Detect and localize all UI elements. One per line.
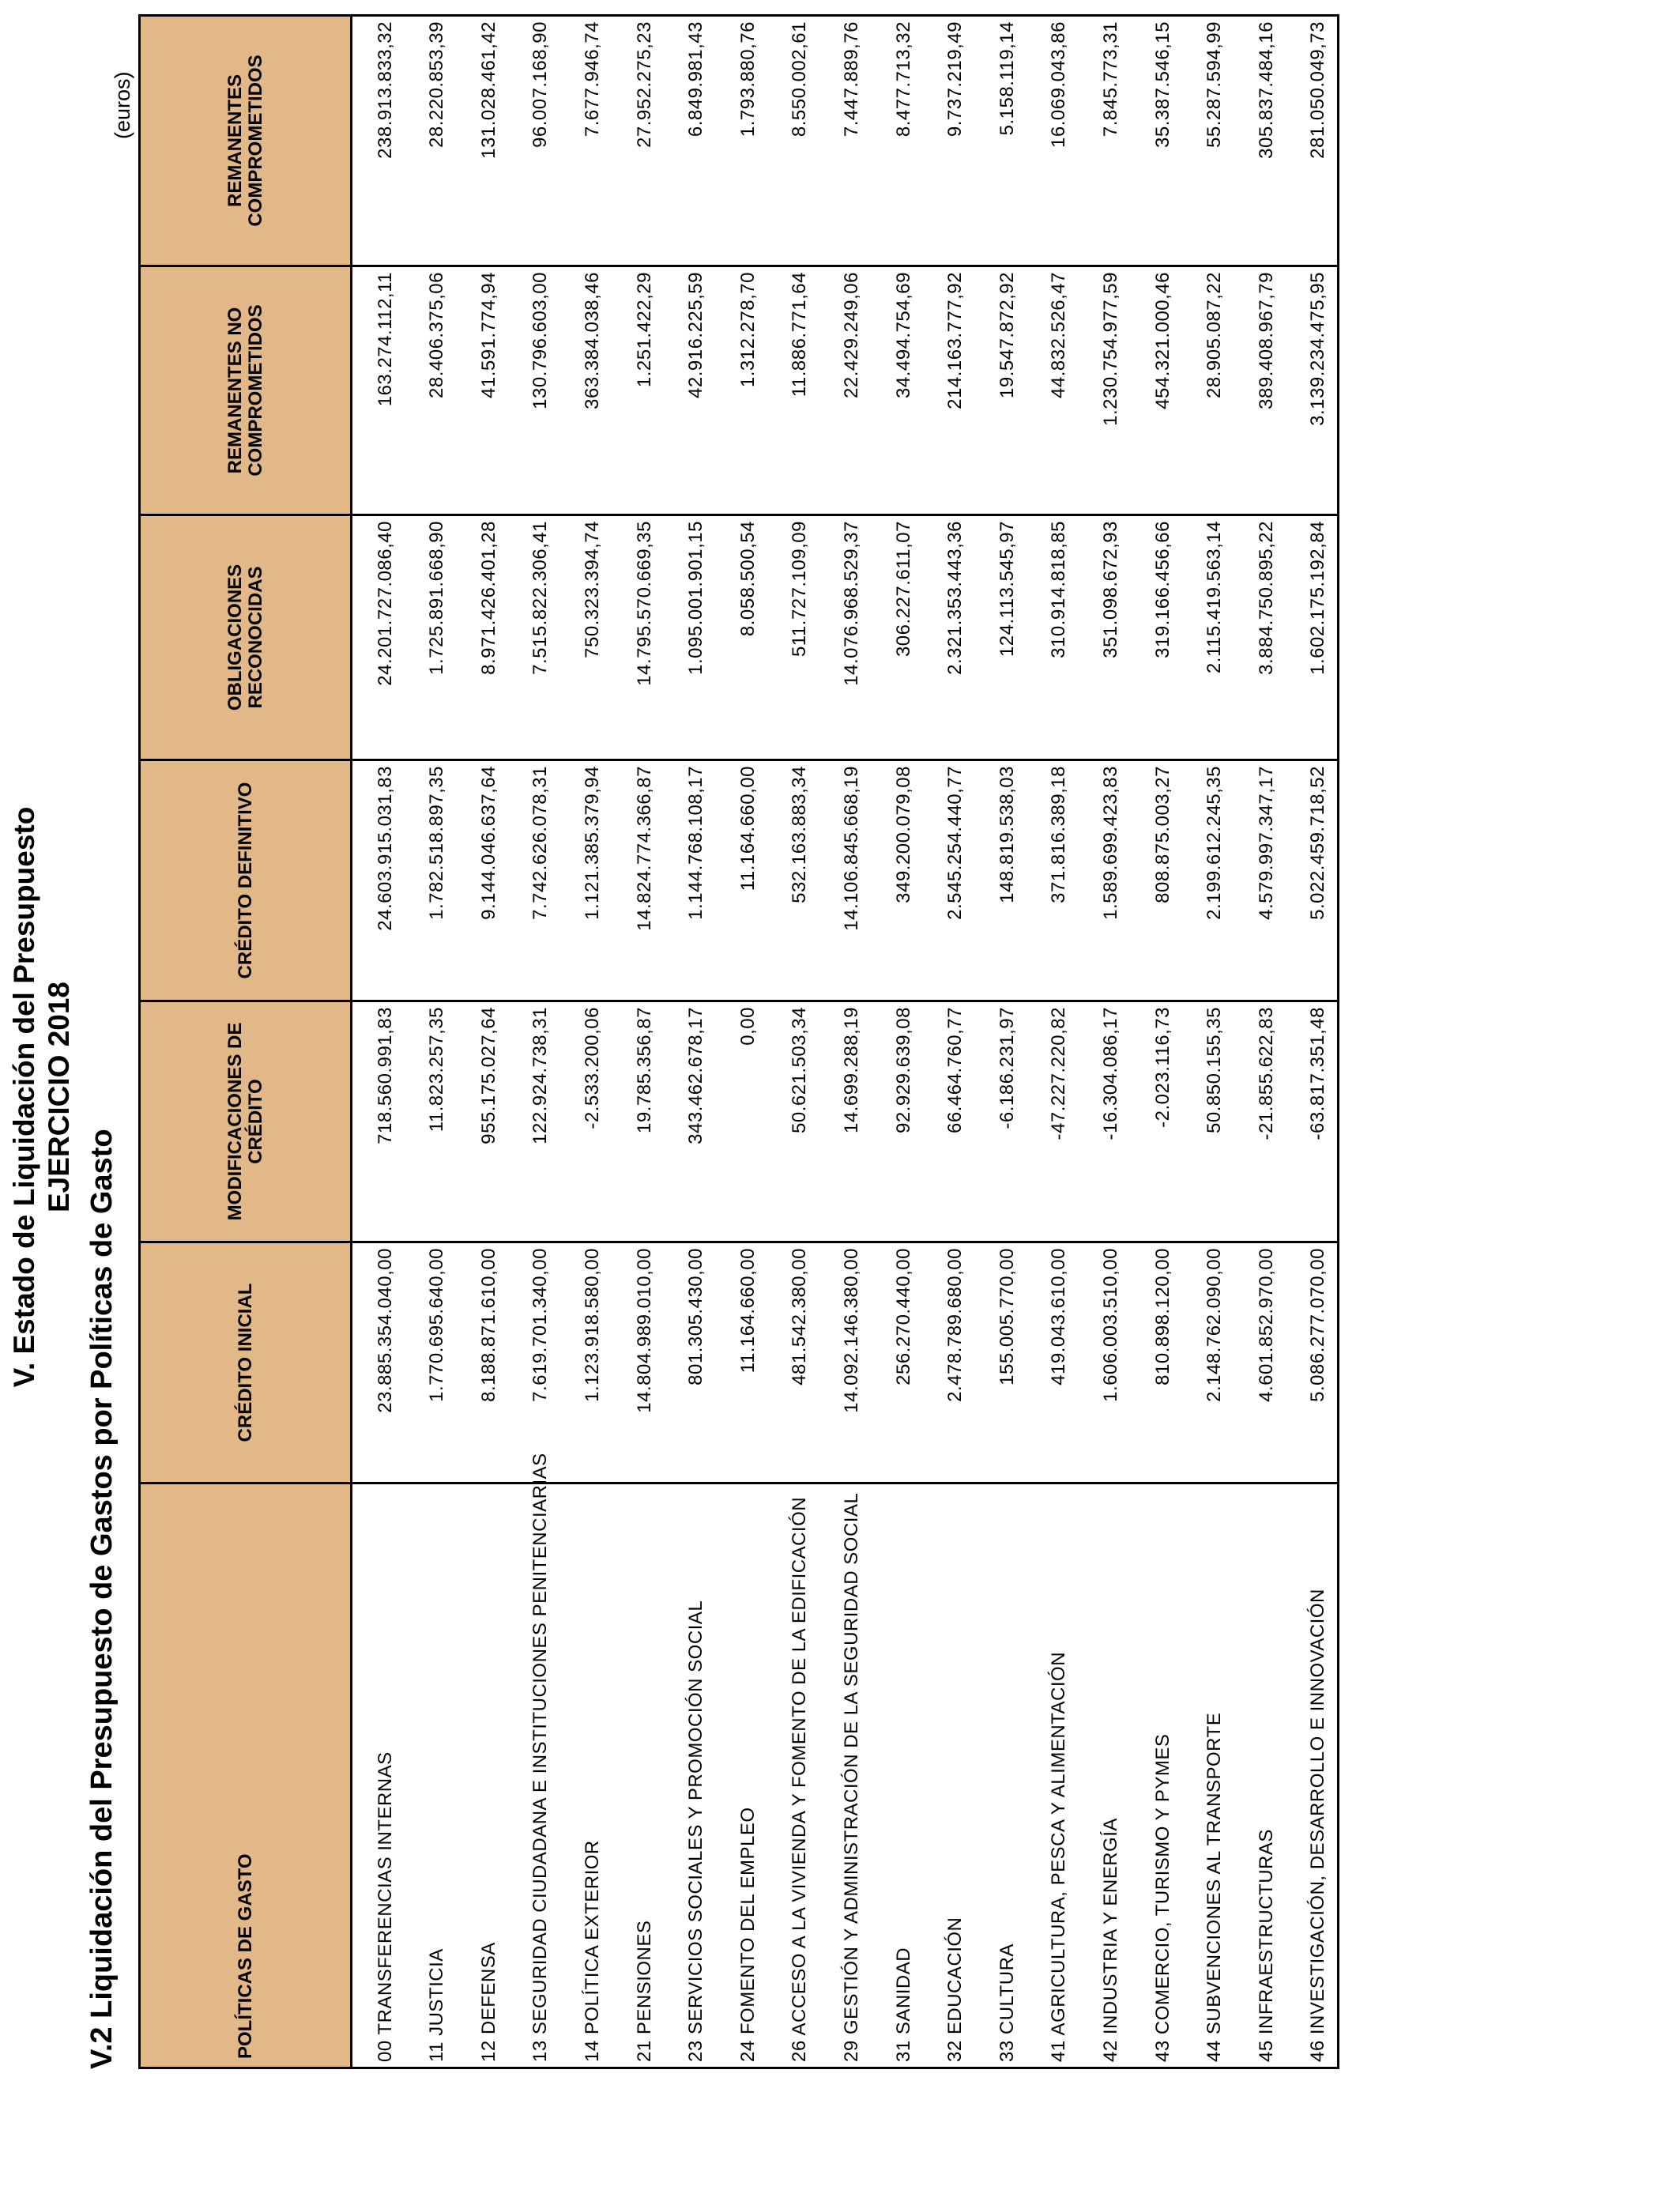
modificaciones-cell: 11.823.257,35 — [405, 1000, 457, 1241]
table-body — [352, 17, 1337, 2067]
table-row — [767, 17, 819, 2067]
table-row — [405, 17, 457, 2067]
modificaciones-cell: -21.855.622,83 — [1234, 1000, 1286, 1241]
credito-inicial-cell: 801.305.430,00 — [664, 1241, 716, 1482]
credito-definitivo-cell: 14.106.845.668,19 — [819, 759, 871, 1000]
credito-definitivo-cell: 1.144.768.108,17 — [664, 759, 716, 1000]
policy-cell: 14 POLÍTICA EXTERIOR — [559, 1482, 612, 2067]
policy-cell: 21 PENSIONES — [612, 1482, 664, 2067]
credito-inicial-cell: 11.164.660,00 — [715, 1241, 767, 1482]
credito-inicial-cell: 1.770.695.640,00 — [405, 1241, 457, 1482]
credito-definitivo-cell: 148.819.538,03 — [974, 759, 1026, 1000]
policy-cell: 32 EDUCACIÓN — [923, 1482, 975, 2067]
remanentes-no-comprometidos-cell: 214.163.777,92 — [923, 265, 975, 514]
policy-cell: 41 AGRICULTURA, PESCA Y ALIMENTACIÓN — [1026, 1482, 1079, 2067]
policy-cell: 26 ACCESO A LA VIVIENDA Y FOMENTO DE LA EDIFICACIÓN — [767, 1482, 819, 2067]
remanentes-comprometidos-cell: 96.007.168,90 — [529, 21, 552, 148]
modificaciones-cell: 122.924.738,31 — [508, 1000, 560, 1241]
column-header-credito-definitivo: CRÉDITO DEFINITIVO — [141, 759, 350, 1000]
budget-table — [138, 14, 1339, 2069]
credito-inicial-cell: 1.123.918.580,00 — [559, 1241, 612, 1482]
obligaciones-cell: 750.323.394,74 — [559, 514, 612, 759]
remanentes-comprometidos-cell: 131.028.461,42 — [477, 21, 499, 159]
units-label: (euros) — [111, 71, 134, 139]
credito-definitivo-cell: 532.163.883,34 — [767, 759, 819, 1000]
remanentes-comprometidos-cell: 9.737.219,49 — [944, 21, 966, 138]
table-row — [871, 17, 923, 2067]
credito-inicial-cell: 1.606.003.510,00 — [1078, 1241, 1130, 1482]
credito-definitivo-cell: 1.782.518.897,35 — [405, 759, 457, 1000]
modificaciones-cell: 50.621.503,34 — [767, 1000, 819, 1241]
policy-cell: 11 JUSTICIA — [405, 1482, 457, 2067]
credito-inicial-cell: 481.542.380,00 — [767, 1241, 819, 1482]
table-row — [664, 17, 716, 2067]
credito-inicial-cell: 14.804.989.010,00 — [612, 1241, 664, 1482]
remanentes-comprometidos-cell: 16.069.043,86 — [1048, 21, 1070, 148]
remanentes-comprometidos-cell: 8.550.002,61 — [789, 21, 811, 138]
credito-definitivo-cell: 9.144.046.637,64 — [456, 759, 508, 1000]
remanentes-no-comprometidos-cell: 28.406.375,06 — [405, 265, 457, 514]
credito-inicial-cell: 14.092.146.380,00 — [819, 1241, 871, 1482]
obligaciones-cell: 511.727.109,09 — [767, 514, 819, 759]
obligaciones-cell: 1.725.891.668,90 — [405, 514, 457, 759]
obligaciones-cell: 306.227.611,07 — [871, 514, 923, 759]
table-header — [141, 17, 352, 2067]
column-header-modificaciones: MODIFICACIONES DE CRÉDITO — [141, 1000, 350, 1241]
table-row — [352, 17, 405, 2067]
remanentes-comprometidos-cell: 238.913.833,32 — [374, 21, 396, 159]
table-row — [1078, 17, 1130, 2067]
credito-inicial-cell: 256.270.440,00 — [871, 1241, 923, 1482]
column-header-remanentes-no-comprometidos: REMANENTES NO COMPROMETIDOS — [141, 265, 350, 514]
modificaciones-cell: 343.462.678,17 — [664, 1000, 716, 1241]
obligaciones-cell: 1.095.001.901,15 — [664, 514, 716, 759]
obligaciones-cell: 24.201.727.086,40 — [352, 514, 405, 759]
table-row — [974, 17, 1026, 2067]
credito-definitivo-cell: 349.200.079,08 — [871, 759, 923, 1000]
remanentes-no-comprometidos-cell: 130.796.603,00 — [508, 265, 560, 514]
credito-inicial-cell: 23.885.354.040,00 — [352, 1241, 405, 1482]
remanentes-comprometidos-cell: 55.287.594,99 — [1203, 21, 1226, 148]
obligaciones-cell: 14.795.570.669,35 — [612, 514, 664, 759]
credito-inicial-cell: 7.619.701.340,00 — [508, 1241, 560, 1482]
credito-definitivo-cell: 2.545.254.440,77 — [923, 759, 975, 1000]
table-row — [1130, 17, 1182, 2067]
remanentes-comprometidos-cell: 5.158.119,14 — [996, 21, 1018, 136]
column-header-credito-inicial: CRÉDITO INICIAL — [141, 1241, 350, 1482]
modificaciones-cell: 50.850.155,35 — [1182, 1000, 1234, 1241]
obligaciones-cell: 1.602.175.192,84 — [1286, 514, 1338, 759]
credito-inicial-cell: 5.086.277.070,00 — [1286, 1241, 1338, 1482]
obligaciones-cell: 351.098.672,93 — [1078, 514, 1130, 759]
remanentes-no-comprometidos-cell: 389.408.967,79 — [1234, 265, 1286, 514]
policy-cell: 42 INDUSTRIA Y ENERGÍA — [1078, 1482, 1130, 2067]
table-row — [819, 17, 871, 2067]
modificaciones-cell: 66.464.760,77 — [923, 1000, 975, 1241]
remanentes-comprometidos-cell: 1.793.880,76 — [736, 21, 759, 138]
remanentes-comprometidos-cell: 35.387.546,15 — [1151, 21, 1173, 148]
credito-inicial-cell: 155.005.770,00 — [974, 1241, 1026, 1482]
remanentes-no-comprometidos-cell: 11.886.771,64 — [767, 265, 819, 514]
credito-definitivo-cell: 4.579.997.347,17 — [1234, 759, 1286, 1000]
credito-definitivo-cell: 371.816.389,18 — [1026, 759, 1079, 1000]
modificaciones-cell: 0,00 — [715, 1000, 767, 1241]
column-header-remanentes-comprometidos: REMANENTES COMPROMETIDOS — [224, 55, 266, 227]
remanentes-no-comprometidos-cell: 163.274.112,11 — [352, 265, 405, 514]
table-row — [508, 17, 560, 2067]
remanentes-comprometidos-cell: 6.849.981,43 — [685, 21, 707, 138]
document-title: V. Estado de Liquidación del Presupuesto — [8, 806, 40, 1388]
policy-cell: 45 INFRAESTRUCTURAS — [1234, 1482, 1286, 2067]
table-row — [456, 17, 508, 2067]
table-row — [1286, 17, 1338, 2067]
table-row — [715, 17, 767, 2067]
credito-inicial-cell: 8.188.871.610,00 — [456, 1241, 508, 1482]
column-header-policy: POLÍTICAS DE GASTO — [141, 1482, 350, 2067]
credito-definitivo-cell: 808.875.003,27 — [1130, 759, 1182, 1000]
policy-cell: 44 SUBVENCIONES AL TRANSPORTE — [1182, 1482, 1234, 2067]
table-row — [923, 17, 975, 2067]
credito-inicial-cell: 2.478.789.680,00 — [923, 1241, 975, 1482]
credito-definitivo-cell: 14.824.774.366,87 — [612, 759, 664, 1000]
fiscal-year-title: EJERCICIO 2018 — [43, 981, 75, 1213]
modificaciones-cell: -47.227.220,82 — [1026, 1000, 1079, 1241]
obligaciones-cell: 8.058.500,54 — [715, 514, 767, 759]
remanentes-no-comprometidos-cell: 1.312.278,70 — [715, 265, 767, 514]
modificaciones-cell: -2.533.200,06 — [559, 1000, 612, 1241]
remanentes-no-comprometidos-cell: 22.429.249,06 — [819, 265, 871, 514]
remanentes-comprometidos-cell: 27.952.275,23 — [633, 21, 655, 148]
credito-inicial-cell: 810.898.120,00 — [1130, 1241, 1182, 1482]
policy-cell: 31 SANIDAD — [871, 1482, 923, 2067]
credito-definitivo-cell: 7.742.626.078,31 — [508, 759, 560, 1000]
remanentes-no-comprometidos-cell: 363.384.038,46 — [559, 265, 612, 514]
policy-cell: 23 SERVICIOS SOCIALES Y PROMOCIÓN SOCIAL — [664, 1482, 716, 2067]
modificaciones-cell: 718.560.991,83 — [352, 1000, 405, 1241]
credito-inicial-cell: 419.043.610,00 — [1026, 1241, 1079, 1482]
table-row — [559, 17, 612, 2067]
remanentes-comprometidos-cell: 7.677.946,74 — [581, 21, 603, 138]
remanentes-no-comprometidos-cell: 42.916.225,59 — [664, 265, 716, 514]
table-row — [1234, 17, 1286, 2067]
remanentes-no-comprometidos-cell: 28.905.087,22 — [1182, 265, 1234, 514]
modificaciones-cell: -16.304.086,17 — [1078, 1000, 1130, 1241]
obligaciones-cell: 124.113.545,97 — [974, 514, 1026, 759]
credito-definitivo-cell: 5.022.459.718,52 — [1286, 759, 1338, 1000]
column-header-obligaciones: OBLIGACIONES RECONOCIDAS — [141, 514, 350, 759]
policy-cell: 13 SEGURIDAD CIUDADANA E INSTITUCIONES PENITENCIARIAS — [508, 1482, 560, 2067]
credito-definitivo-cell: 11.164.660,00 — [715, 759, 767, 1000]
credito-inicial-cell: 2.148.762.090,00 — [1182, 1241, 1234, 1482]
modificaciones-cell: 14.699.288,19 — [819, 1000, 871, 1241]
remanentes-comprometidos-cell: 7.845.773,31 — [1099, 21, 1121, 138]
modificaciones-cell: 19.785.356,87 — [612, 1000, 664, 1241]
remanentes-no-comprometidos-cell: 34.494.754,69 — [871, 265, 923, 514]
credito-definitivo-cell: 1.589.699.423,83 — [1078, 759, 1130, 1000]
obligaciones-cell: 2.321.353.443,36 — [923, 514, 975, 759]
policy-cell: 12 DEFENSA — [456, 1482, 508, 2067]
remanentes-comprometidos-cell: 28.220.853,39 — [426, 21, 448, 148]
obligaciones-cell: 310.914.818,85 — [1026, 514, 1079, 759]
obligaciones-cell: 319.166.456,66 — [1130, 514, 1182, 759]
remanentes-comprometidos-cell: 7.447.889,76 — [840, 21, 862, 138]
obligaciones-cell: 3.884.750.895,22 — [1234, 514, 1286, 759]
table-row — [1026, 17, 1079, 2067]
policy-cell: 29 GESTIÓN Y ADMINISTRACIÓN DE LA SEGURIDAD SOCIAL — [819, 1482, 871, 2067]
credito-definitivo-cell: 1.121.385.379,94 — [559, 759, 612, 1000]
policy-cell: 24 FOMENTO DEL EMPLEO — [715, 1482, 767, 2067]
modificaciones-cell: -63.817.351,48 — [1286, 1000, 1338, 1241]
obligaciones-cell: 7.515.822.306,41 — [508, 514, 560, 759]
remanentes-no-comprometidos-cell: 19.547.872,92 — [974, 265, 1026, 514]
credito-definitivo-cell: 2.199.612.245,35 — [1182, 759, 1234, 1000]
remanentes-comprometidos-cell: 305.837.484,16 — [1255, 21, 1277, 159]
remanentes-comprometidos-cell: 281.050.049,73 — [1307, 21, 1329, 159]
modificaciones-cell: -2.023.116,73 — [1130, 1000, 1182, 1241]
policy-cell: 43 COMERCIO, TURISMO Y PYMES — [1130, 1482, 1182, 2067]
section-subtitle: V.2 Liquidación del Presupuesto de Gastos por Políticas de Gasto — [85, 1129, 119, 2069]
table-row — [612, 17, 664, 2067]
modificaciones-cell: 92.929.639,08 — [871, 1000, 923, 1241]
policy-cell: 33 CULTURA — [974, 1482, 1026, 2067]
obligaciones-cell: 8.971.426.401,28 — [456, 514, 508, 759]
credito-inicial-cell: 4.601.852.970,00 — [1234, 1241, 1286, 1482]
remanentes-no-comprometidos-cell: 41.591.774,94 — [456, 265, 508, 514]
remanentes-comprometidos-cell: 8.477.713,32 — [892, 21, 914, 138]
obligaciones-cell: 2.115.419.563,14 — [1182, 514, 1234, 759]
obligaciones-cell: 14.076.968.529,37 — [819, 514, 871, 759]
table-row — [1182, 17, 1234, 2067]
credito-definitivo-cell: 24.603.915.031,83 — [352, 759, 405, 1000]
policy-cell: 46 INVESTIGACIÓN, DESARROLLO E INNOVACIÓN — [1286, 1482, 1338, 2067]
remanentes-no-comprometidos-cell: 454.321.000,46 — [1130, 265, 1182, 514]
remanentes-no-comprometidos-cell: 3.139.234.475,95 — [1286, 265, 1338, 514]
modificaciones-cell: 955.175.027,64 — [456, 1000, 508, 1241]
remanentes-no-comprometidos-cell: 1.230.754.977,59 — [1078, 265, 1130, 514]
modificaciones-cell: -6.186.231,97 — [974, 1000, 1026, 1241]
policy-cell: 00 TRANSFERENCIAS INTERNAS — [352, 1482, 405, 2067]
remanentes-no-comprometidos-cell: 44.832.526,47 — [1026, 265, 1079, 514]
remanentes-no-comprometidos-cell: 1.251.422,29 — [612, 265, 664, 514]
